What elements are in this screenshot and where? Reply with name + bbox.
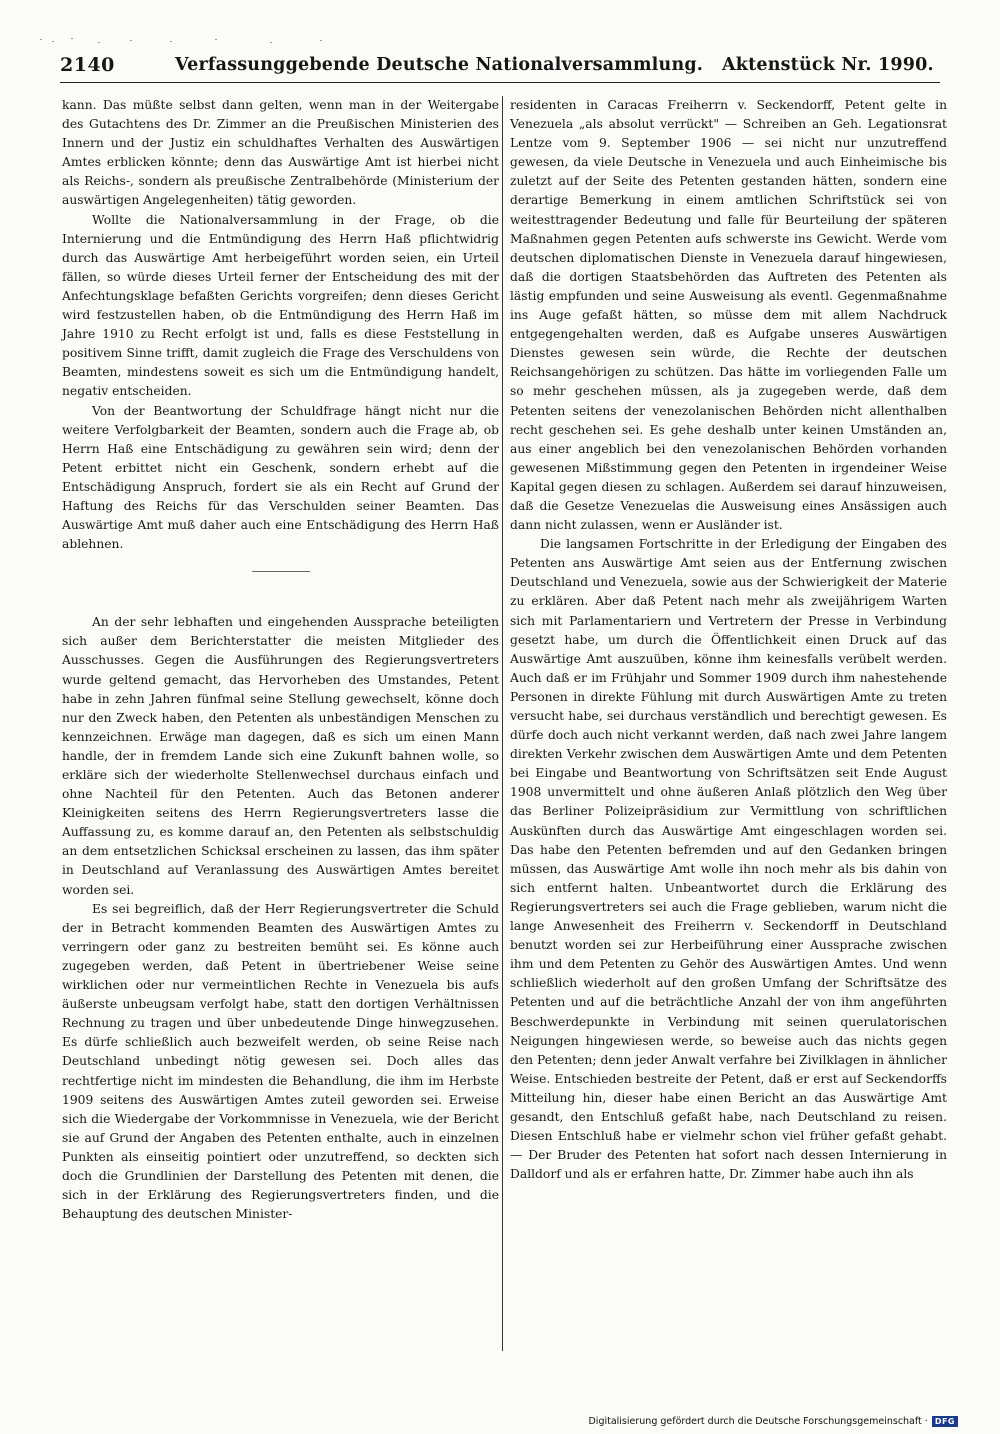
paragraph: residenten in Caracas Freiherrn v. Seckendorff, Petent gelte in Venezuela „als absolut verrückt" — Schreiben an Geh. Legationsrat Lentze vom 9. September 1906 — sei nicht nur unzutreffend gewesen, da viele Deutsche in Venezuela und auch Einheimische bis zuletzt auf der Seite des Petenten gestanden hätten, sondern eine derartige Bemerkung in einem amtlichen Schriftstück sei von weitesttragender Bedeutung und falle für Beurteilung der späteren Maßnahmen gegen Petenten aufs schwerste ins Gewicht. Werde vom deutschen diplomatischen Dienste in Venezuela darauf hingewiesen, daß die dortigen Staatsbehörden das Auftreten des Petenten als lästig empfunden und seine Ausweisung als eventl. Gegenmaßnahme ins Auge gefaßt hätten, so müsse dem mit allem Nachdruck entgegengehalten werden, daß es Aufgabe unseres Auswärtigen Dienstes gewesen sein würde, die Rechte der deutschen Reichsangehörigen zu schützen. Das hätte im vorliegenden Falle um so mehr geschehen müssen, als ja zugegeben werde, daß dem Petenten seitens der venezolanischen Behörden nicht allenthalben recht geschehen sei. Es gehe deshalb unter keinen Umständen an, aus einer angeblich bei den venezolanischen Behörden vorhanden gewesenen Mißstimmung gegen den Petenten in irgendeiner Weise Kapital gegen diesen zu schlagen. Außerdem sei darauf hinzuweisen, daß die Gesetze Venezuelas die Ausweisung eines Ansässigen auch dann nicht zulassen, wenn er Ausländer ist. (510, 98, 947, 533)
section-divider (252, 571, 310, 572)
paragraph: Die langsamen Fortschritte in der Erledigung der Eingaben des Petenten ans Auswärtige Amt seien aus der Entfernung zwischen Deutschland und Venezuela, sowie aus der Schwierigkeit der Materie zu erklären. Aber daß Petent nach mehr als zweijährigem Warten sich mit Parlamentariern und Vertretern der Presse in Verbindung gesetzt habe, um durch die Öffentlichkeit einen Druck auf das Auswärtige Amt auszuüben, könne ihm keinesfalls verübelt werden. Auch daß er im Frühjahr und Sommer 1909 durch ihm nahestehende Personen in direkte Fühlung mit durch Auswärtigen Amte zu treten versucht habe, sei durchaus verständlich und berechtigt gewesen. Es dürfe doch auch nicht verkannt werden, daß nach zwei Jahre langem direkten Verkehr zwischen dem Auswärtigen Amte und dem Petenten bei Eingabe und Beantwortung von Schriftsätzen seit Ende August 1908 unvermittelt und ohne äußeren Anlaß plötzlich den Weg über das Berliner Polizeipräsidium zur Vermittlung von schriftlichen Auskünften durch das Auswärtige Amt eingeschlagen worden sei. Das habe den Petenten befremden und auf den Gedanken bringen müssen, das Auswärtige Amt wolle ihn noch mehr als bis dahin von sich entfernt halten. Unbeantwortet durch die Erklärung des Regierungsvertreters sei auch die Frage geblieben, warum nicht die lange Anwesenheit des Freiherrn v. Seckendorff in Deutschland benutzt worden sei zur Herbeiführung einer Aussprache zwischen ihm und dem Petenten zu Gehör des Auswärtigen Amtes. Und wenn schließlich wiederholt auf den großen Umfang der Schriftsätze des Petenten und auf die beträchtliche Anzahl der von ihm angeführten Beschwerdepunkte in Verbindung mit seinen querulatorischen Neigungen hingewiesen werde, so beweise auch das nichts gegen den Petenten; denn jeder Anwalt verfahre bei Zivilklagen in ähnlicher Weise. Entschieden bestreite der Petent, daß er erst auf Seckendorffs Mitteilung hin, dieser habe einen Bericht an das Auswärtige Amt gesandt, den Entschluß gefaßt habe, nach Deutschland zu reisen. Diesen Entschluß habe er vielmehr schon viel früher gefaßt gehabt. — Der Bruder des Petenten hat sofort nach dessen Internierung in Dalldorf und als er erfahren hatte, Dr. Zimmer habe auch ihn als (510, 537, 947, 1182)
paragraph: Von der Beantwortung der Schuldfrage hängt nicht nur die weitere Verfolgbarkeit der Beamten, sondern auch die Frage ab, ob Herrn Haß eine Entschädigung zu gewähren sein wird; denn der Petent erbittet nicht ein Geschenk, sondern erhebt auf die Entschädigung Anspruch, fordert sie als ein Recht auf Grund der Haftung des Reichs für das Verschulden seiner Beamten. Das Auswärtige Amt muß daher auch eine Entschädigung des Herrn Haß ablehnen. (62, 403, 499, 552)
page-header (60, 52, 940, 83)
paragraph: Es sei begreiflich, daß der Herr Regierungsvertreter die Schuld der in Betracht kommenden Beamten des Auswärtigen Amtes zu verringern oder ganz zu bestreiten bemüht sei. Es könne auch zugegeben werden, daß Petent in übertriebener Weise seine wirklichen oder nur vermeintlichen Rechte in Venezuela bis aufs äußerste unbeugsam verfolgt habe, statt den dortigen Verhältnissen Rechnung zu tragen und über unbedeutende Dinge hinwegzusehen. Es dürfe schließlich auch bezweifelt werden, ob seine Reise nach Deutschland unbedingt nötig gewesen sei. Doch alles das rechtfertige nicht im mindesten die Behandlung, die ihm im Herbste 1909 seitens des Auswärtigen Amtes zuteil geworden sei. Erweise sich die Wiedergabe der Vorkommnisse in Venezuela, wie der Bericht sie auf Grund der Angaben des Petenten enthalte, auch in einzelnen Punkten als einseitig pointiert oder unzutreffend, so deckten sich doch die Grundlinien der Darstellung des Petenten mit denen, die sich in der Erklärung des Regierungsvertreters finden, und die Behauptung des deutschen Minister- (62, 901, 499, 1222)
running-title: Verfassunggebende Deutsche Nationalversammlung. Aktenstück Nr. 1990. (175, 55, 934, 75)
paragraph: An der sehr lebhaften und eingehenden Aussprache beteiligten sich außer dem Berichterstatter die meisten Mitglieder des Ausschusses. Gegen die Ausführungen des Regierungsvertreters wurde geltend gemacht, das Hervorheben des Umstandes, Petent habe in zehn Jahren fünfmal seine Stellung gewechselt, könne doch nur den Zweck haben, den Petenten als unbeständigen Menschen zu kennzeichnen. Erwäge man dagegen, daß es sich um einen Mann handle, der in fremdem Lande sich eine Zukunft bahnen wolle, so erkläre sich der wiederholte Stellenwechsel durchaus einfach und ohne Nachteil für den Petenten. Auch das Betonen anderer Kleinigkeiten seitens des Herrn Regierungsvertreters lasse die Auffassung zu, es komme darauf an, den Petenten als selbstschuldig an dem entsetzlichen Schicksal erscheinen zu lassen, das ihm später in Deutschland auf Veranlassung des Auswärtigen Amtes bereitet worden sei. (62, 615, 499, 897)
credit-text: Digitalisierung gefördert durch die Deutsche Forschungsgemeinschaft · (588, 1416, 928, 1427)
left-column (62, 96, 499, 1356)
dfg-logo: DFG (932, 1416, 958, 1427)
paragraph: Wollte die Nationalversammlung in der Frage, ob die Internierung und die Entmündigung des Herrn Haß pflichtwidrig durch das Auswärtige Amt herbeigeführt worden seien, ein Urteil fällen, so würde dieses Urteil ferner der Entscheidung des mit der Anfechtungsklage befaßten Gerichts vorgreifen; denn dieses Gericht wird festzustellen haben, ob die Entmündigung des Herrn Haß im Jahre 1910 zu Recht erfolgt ist und, falls es diese Feststellung in positivem Sinne trifft, damit zugleich die Frage des Verschuldens von Beamten, mindestens soweit es sich um die Entmündigung handelt, negativ entscheiden. (62, 212, 499, 399)
right-column (510, 96, 947, 1356)
paragraph: kann. Das müßte selbst dann gelten, wenn man in der Weitergabe des Gutachtens des Dr. Zimmer an die Preußischen Ministerien des Innern und der Justiz ein schuldhaftes Verhalten des Auswärtigen Amtes erblicken könnte; denn das Auswärtige Amt ist hierbei nicht als Reichs-, sondern als preußische Zentralbehörde (Ministerium der auswärtigen Angelegenheiten) tätig geworden. (62, 98, 499, 208)
page-number: 2140 (60, 54, 115, 76)
scan-specks (40, 36, 340, 46)
digitization-credit (588, 1416, 958, 1427)
column-divider (502, 96, 503, 1351)
